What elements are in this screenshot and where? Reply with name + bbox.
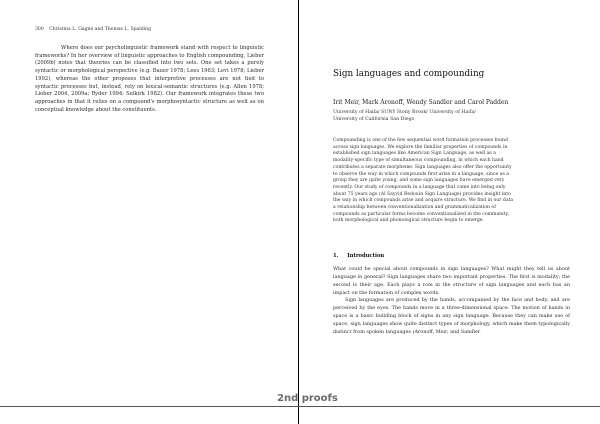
left-page	[0, 0, 299, 424]
section-title: Introduction	[347, 253, 385, 259]
section-number: 1.	[333, 253, 339, 259]
chapter-authors: Irit Meir, Mark Aronoff, Wendy Sandler and Carol Padden	[333, 99, 509, 106]
body-paragraph: Where does our psycholinguistic framework stand with respect to linguistic frameworks? In her overview of linguistic approaches to English compounding, Lieber (2009b) notes that theories can be classified into two sets. One set takes a purely syntactic or morphological perspective (e.g. Bauer 1978; Lees 1963; Levi 1978; Lieber 1992), whereas the other proposes that interpretive processes are not tied to syntactic processes but, instead, rely on lexical-semantic structures (e.g. Allen 1978; Lieber 2004, 2009a; Ryder 1994; Selkirk 1982). Our framework integrates these two approaches in that it relies on a compound's morphosyntactic structure as well as on conceptual knowledge about the constituents.	[35, 45, 264, 113]
running-head	[35, 27, 151, 32]
running-head-authors: Christina L. Gagné and Thomas L. Spalding	[49, 27, 152, 32]
abstract: Compounding is one of the few sequential word formation processes found across sign languages. We explore the familiar properties of compounds in established sign languages like American Sign Language, as well as a modality-specific type of simultaneous compounding, in which each hand contributes a separate morpheme. Sign languages also offer the opportunity to observe the way in which compounds first arise in a language, since as a group they are quite young, and some sign languages have emerged very recently. Our study of compounds in a language that came into being only about 75 years ago (Al Sayyid Bedouin Sign Language) provides insight into the way in which compounds arise and acquire structure. We find in our data a relationship between conventionalization and grammaticalization of compounds as particular forms become conventionalized in the community, both morphological and phonological structure begin to emerge.	[333, 138, 514, 224]
affiliation-line-2: University of California San Diego	[333, 117, 415, 122]
intro-paragraph-1: What could be special about compounds in sign languages? What might they tell us about language in general? Sign languages share two important properties. The first is modality; the second is their age. Each plays a role in the structure of sign languages and each has an impact on the formation of complex words.	[333, 266, 570, 296]
affiliation-line-1: University of Haifa/ SUNY Stony Brook/ University of Haifa/	[333, 110, 476, 115]
section-heading	[333, 253, 384, 259]
chapter-title: Sign languages and compounding	[333, 69, 485, 79]
proofs-watermark: 2nd proofs	[277, 393, 338, 404]
intro-paragraph-2: Sign languages are produced by the hands, accompanied by the face and body, and are perceived by the eyes. The hands move in a three-dimensional space. The motion of hands in space is a basic building block of signs in any sign language. Because they can make use of space, sign languages show quite distinct types of morphology, which make them typologically distinct from spoken languages (Aronoff, Meir, and Sandler	[333, 297, 570, 335]
page-number: 300	[35, 27, 44, 32]
bottom-rule	[0, 406, 600, 407]
right-page	[300, 0, 600, 424]
